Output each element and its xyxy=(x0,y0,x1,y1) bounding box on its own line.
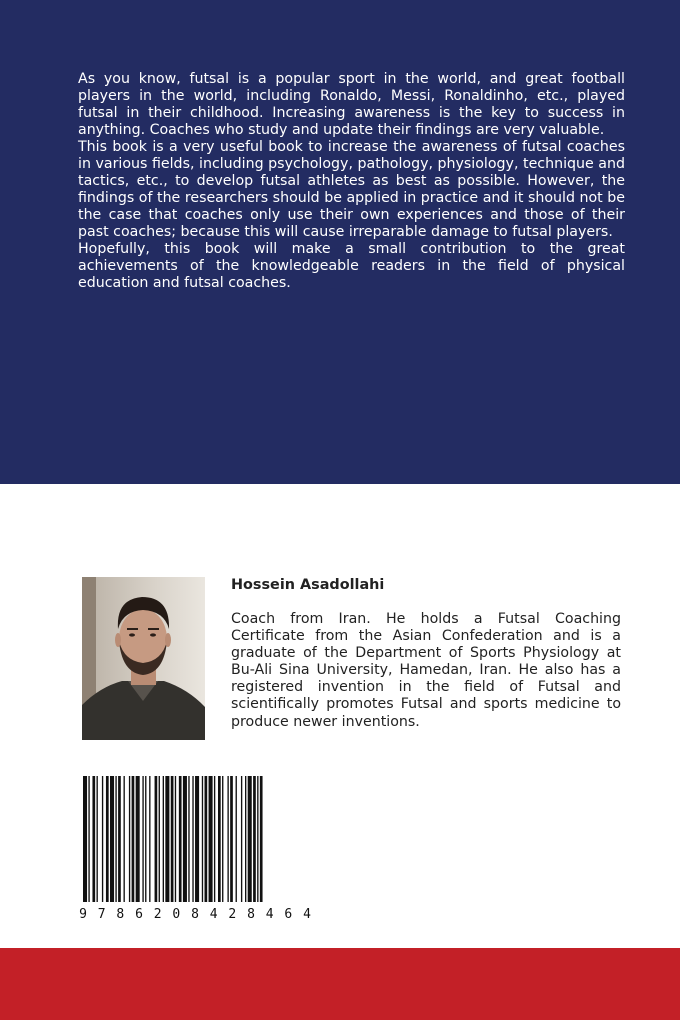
barcode-bar xyxy=(142,776,143,902)
barcode-bar xyxy=(97,776,98,902)
barcode-bar xyxy=(132,776,135,902)
barcode-bar xyxy=(83,776,87,902)
barcode-bar xyxy=(106,776,109,902)
blurb-paragraph: This book is a very useful book to increase the awareness of futsal coaches in various fields, including psychology, pathology, physiology, technique and tactics, etc., to develop futsal athletes as best as possible. However, the findings of the researchers should be applied in practice and it should not be the case that coaches only use their own experiences and those of their past coaches; because this will cause irreparable damage to futsal players. xyxy=(78,139,625,240)
barcode-bar xyxy=(202,776,203,902)
barcode-digit: 6 xyxy=(135,907,143,922)
isbn-barcode xyxy=(75,774,315,922)
barcode-bar xyxy=(192,776,193,902)
barcode-bar xyxy=(205,776,208,902)
barcode-bar xyxy=(236,776,237,902)
barcode-bar xyxy=(124,776,125,902)
book-blurb xyxy=(78,71,625,292)
barcode-bar xyxy=(222,776,223,902)
barcode-bar xyxy=(149,776,150,902)
barcode-bar xyxy=(88,776,89,902)
author-bio: Coach from Iran. He holds a Futsal Coaching Certificate from the Asian Confederation and is a graduate of the Department of Sports Physiology at Bu-Ali Sina University, Hamedan, Iran. He also has a registered invention in the field of Futsal and scientifically promotes Futsal and sports medicine to produce newer inventions. xyxy=(231,611,621,730)
barcode-bar xyxy=(102,776,103,902)
barcode-digit: 4 xyxy=(303,907,311,922)
barcode-bar xyxy=(227,776,228,902)
barcode-bar xyxy=(115,776,116,902)
barcode-digit: 8 xyxy=(191,907,199,922)
barcode-bar xyxy=(241,776,242,902)
barcode-digit: 2 xyxy=(153,907,162,922)
barcode-bar xyxy=(163,776,164,902)
barcode-digit: 2 xyxy=(228,907,237,922)
barcode-bar xyxy=(245,776,246,902)
barcode-bar xyxy=(230,776,233,902)
barcode-bar xyxy=(209,776,213,902)
barcode-bar xyxy=(188,776,189,902)
barcode-bar xyxy=(110,776,114,902)
barcode-bar xyxy=(136,776,140,902)
barcode-bar xyxy=(253,776,256,902)
barcode-digit: 9 xyxy=(79,907,87,922)
bottom-color-band xyxy=(0,948,680,1020)
barcode-digit: 7 xyxy=(97,907,106,922)
barcode-bar xyxy=(92,776,95,902)
barcode-digit: 6 xyxy=(284,907,293,922)
barcode-bar xyxy=(145,776,146,902)
barcode-bar xyxy=(155,776,158,902)
barcode-bar xyxy=(218,776,221,902)
barcode-bar xyxy=(260,776,263,902)
blurb-paragraph: Hopefully, this book will make a small contribution to the great achievements of the knowledgeable readers in the field of physical education and futsal coaches. xyxy=(78,241,625,291)
author-portrait-image xyxy=(82,577,205,740)
barcode-bar xyxy=(214,776,215,902)
barcode-digit: 0 xyxy=(172,907,181,922)
barcode-bar xyxy=(165,776,169,902)
barcode-bar xyxy=(129,776,130,902)
barcode-bar xyxy=(159,776,160,902)
barcode-bar xyxy=(248,776,252,902)
barcode-bar xyxy=(183,776,187,902)
blurb-paragraph: As you know, futsal is a popular sport in the world, and great football players in the world, including Ronaldo, Messi, Ronaldinho, etc., played futsal in their childhood. Increasing awareness is the key to success in anything. Coaches who study and update their findings are very valuable. xyxy=(78,71,625,138)
barcode-bar xyxy=(257,776,258,902)
barcode-digit: 8 xyxy=(247,907,255,922)
barcode-digit: 4 xyxy=(265,907,274,922)
author-photo xyxy=(82,577,205,740)
blurb-panel xyxy=(0,0,680,484)
barcode-bar xyxy=(171,776,174,902)
barcode-bar xyxy=(195,776,199,902)
barcode-bar xyxy=(175,776,176,902)
barcode-digit: 8 xyxy=(116,907,125,922)
barcode-bar xyxy=(179,776,182,902)
author-name: Hossein Asadollahi xyxy=(231,577,385,593)
barcode-bar xyxy=(118,776,121,902)
barcode-digit: 4 xyxy=(209,907,218,922)
